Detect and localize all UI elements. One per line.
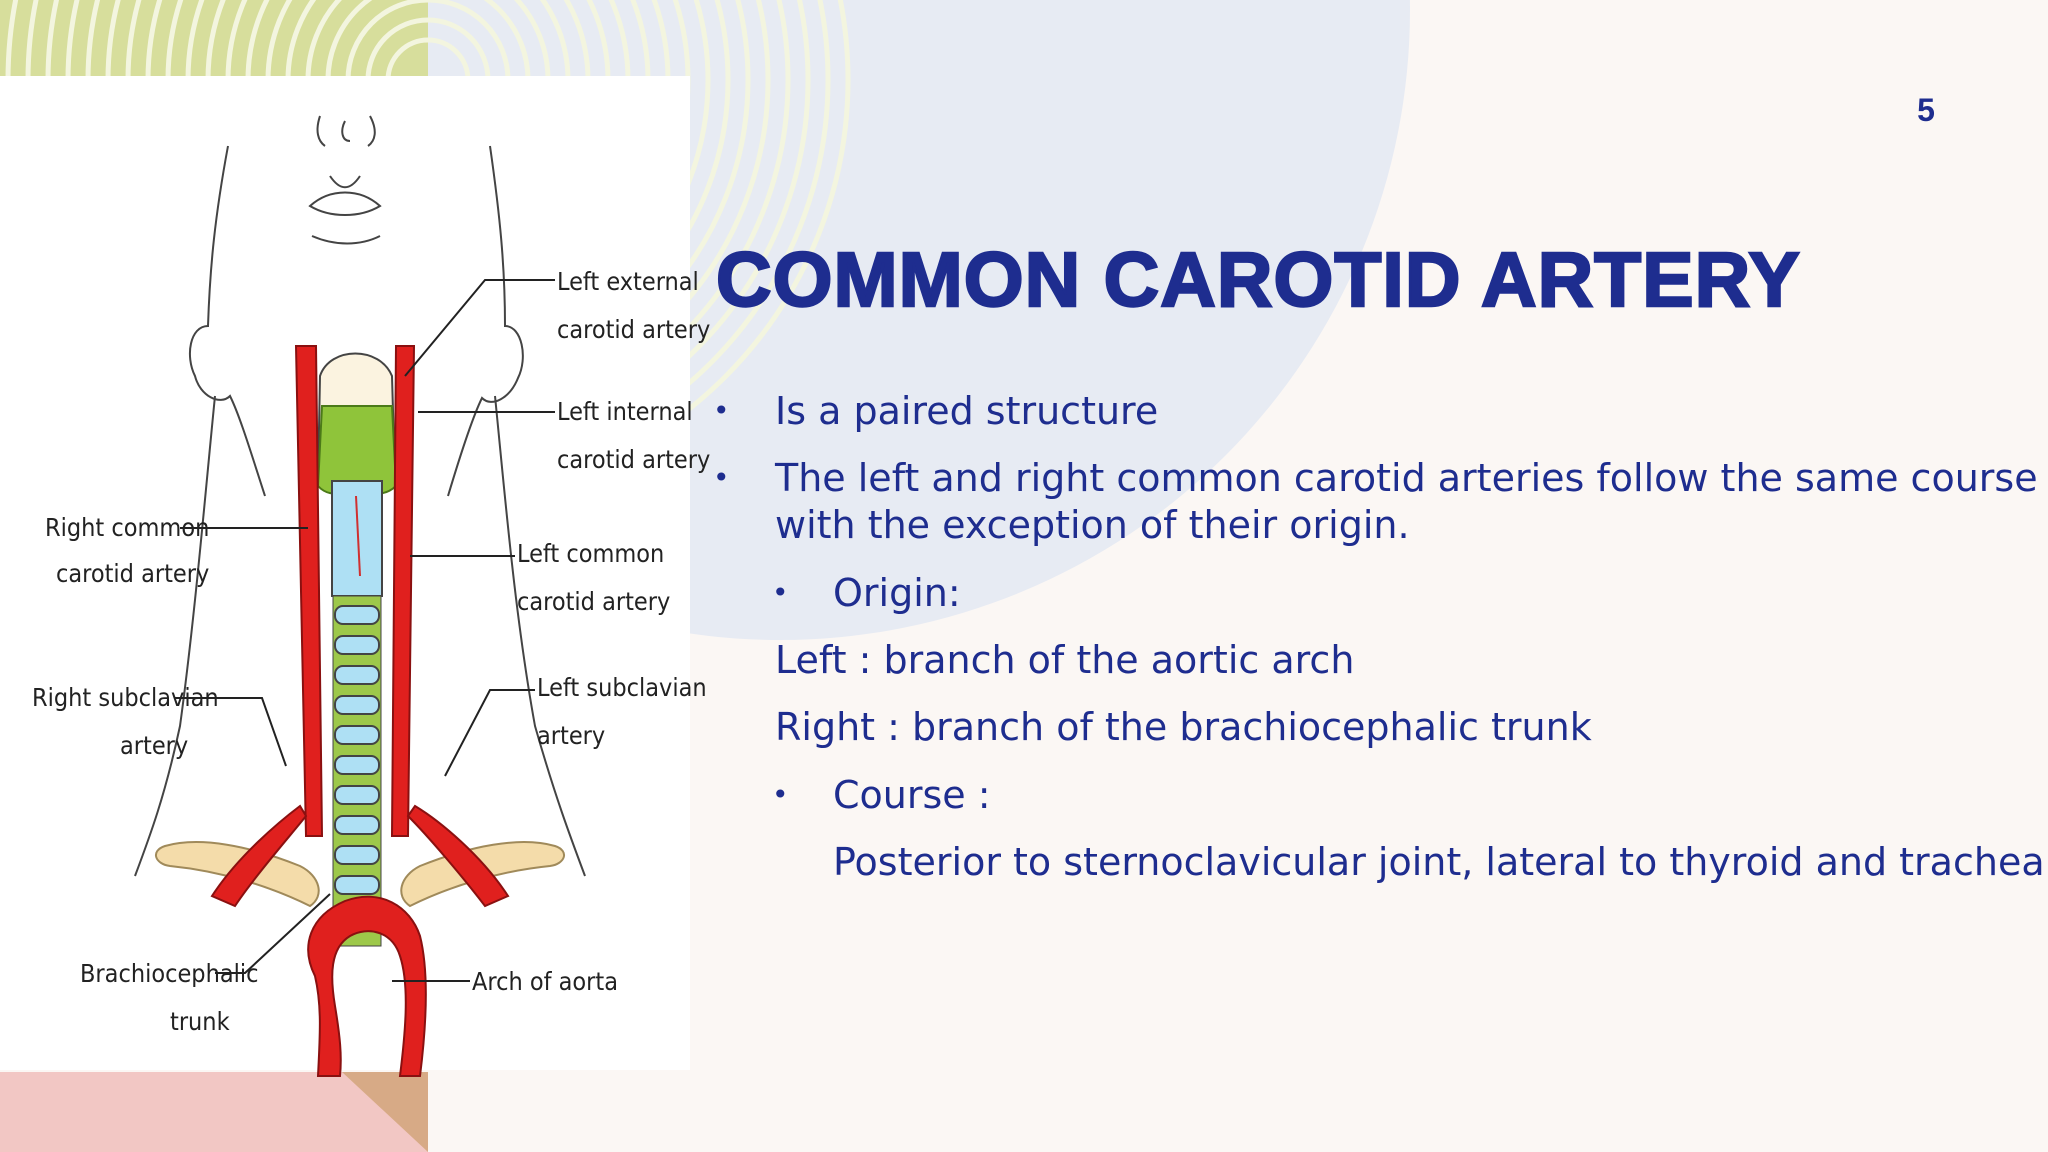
bullet-course-line1: The left and right common carotid arteries follow the same course	[775, 456, 2038, 500]
origin-left-text: Left : branch of the aortic arch	[775, 638, 1355, 682]
label-left-subclavian-2: artery	[537, 721, 606, 750]
sub-bullet-course: Course :	[833, 773, 991, 817]
label-brachiocephalic-1: Brachiocephalic	[80, 959, 259, 988]
label-brachiocephalic-2: trunk	[170, 1007, 230, 1036]
label-right-common-1: Right common	[45, 513, 210, 542]
label-right-common-2: carotid artery	[56, 559, 210, 588]
slide-title: COMMON CAROTID ARTERY	[716, 237, 1801, 323]
carotid-diagram-panel	[0, 76, 711, 1070]
trachea	[333, 596, 381, 946]
label-left-common-1: Left common	[517, 539, 665, 568]
sub-bullet-dot-icon: •	[772, 778, 789, 811]
label-arch-of-aorta: Arch of aorta	[472, 967, 619, 996]
label-left-common-2: carotid artery	[517, 587, 671, 616]
bullet-course-line2: with the exception of their origin.	[775, 503, 1410, 547]
label-left-subclavian-1: Left subclavian	[537, 673, 707, 702]
slide-number: 5	[1917, 92, 1935, 128]
label-right-subclavian-1: Right subclavian	[32, 683, 219, 712]
label-left-internal-2: carotid artery	[557, 445, 711, 474]
bullet-paired-structure: Is a paired structure	[775, 389, 1159, 433]
label-right-subclavian-2: artery	[120, 731, 189, 760]
sub-bullet-origin: Origin:	[833, 571, 961, 615]
course-text: Posterior to sternoclavicular joint, lateral to thyroid and trachea	[833, 840, 2045, 884]
arc-pattern-decoration	[0, 0, 428, 80]
label-left-external-2: carotid artery	[557, 315, 711, 344]
bullet-dot-icon: •	[713, 394, 730, 427]
bullet-dot-icon: •	[713, 461, 730, 494]
label-left-external-1: Left external	[557, 267, 699, 296]
top-left-green-decoration	[0, 0, 428, 80]
label-left-internal-1: Left internal	[557, 397, 693, 426]
sub-bullet-dot-icon: •	[772, 576, 789, 609]
origin-right-text: Right : branch of the brachiocephalic trunk	[775, 705, 1592, 749]
carotid-artery-diagram	[0, 76, 711, 1070]
